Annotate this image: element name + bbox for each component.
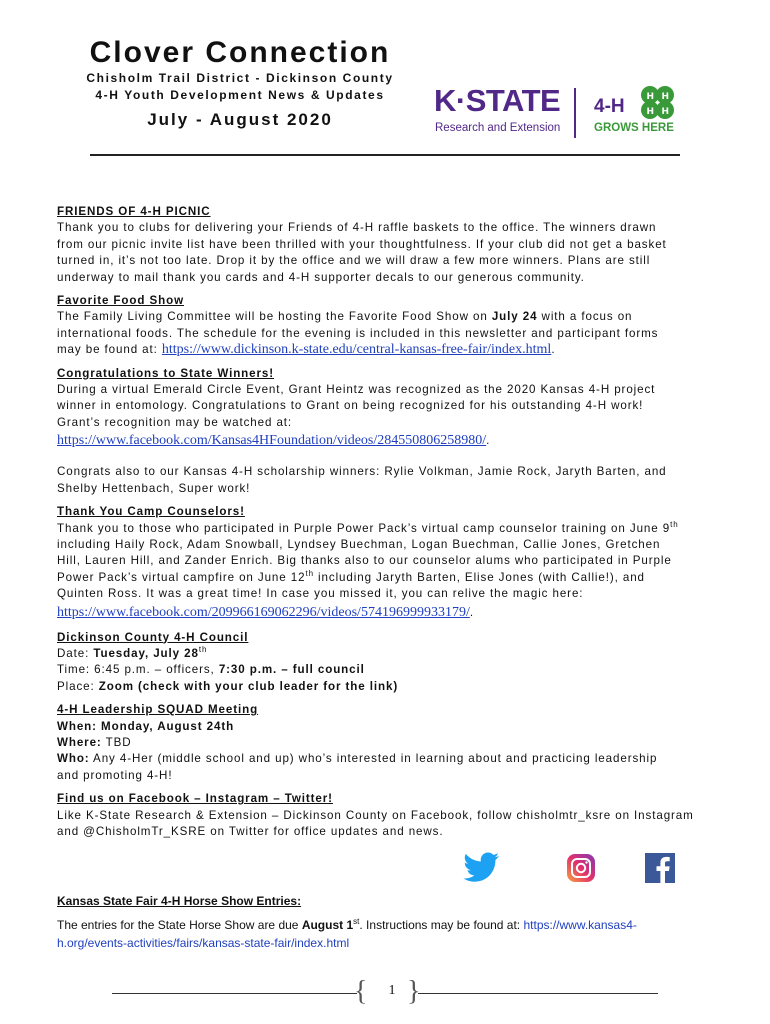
food-line: international foods. The schedule for the evening is included in this newsletter and participant forms [57,326,659,340]
footer-rule-right [418,993,658,994]
squad-who: Who: Any 4-Her (middle school and up) who’s interested in learning about and practicing leadership [57,752,658,766]
horse-show-link-continued[interactable]: h.org/events-activities/fairs/kansas-state-fair/index.html [57,936,350,950]
squad-who-line2: and promoting 4-H! [57,768,173,782]
social-line: Like K-State Research & Extension – Dickinson County on Facebook, follow chisholmtr_ksre on Instagram [57,808,694,822]
social-heading: Find us on Facebook – Instagram – Twitter! [57,792,333,806]
kstate-wordmark: K·STATE [434,83,561,118]
svg-text:H: H [646,92,655,102]
squad-where: Where: TBD [57,735,132,749]
friends-line: Thank you to clubs for delivering your Friends of 4-H raffle baskets to the office. The winners drawn [57,221,657,235]
subtitle-line: 4-H Youth Development News & Updates [95,88,385,102]
svg-text:H: H [646,107,655,117]
winners-line: winner in entomology. Congratulations to Grant on being recognized for his outstanding 4-H work! [57,399,644,413]
kstate-4h-logo [434,84,684,144]
campfire-video-link[interactable]: https://www.facebook.com/209966169062296/videos/574196999933179/ [57,604,470,620]
winners-line: During a virtual Emerald Circle Event, Grant Heintz was recognized as the 2020 Kansas 4-H project [57,383,656,397]
friends-line: from our picnic invite list have been thrilled with your thoughtfulness. If your club did not get a basket [57,237,667,251]
food-line: may be found at: https://www.dickinson.k-state.edu/central-kansas-free-fair/index.html. [57,342,556,358]
council-place: Place: Zoom (check with your club leader for the link) [57,679,399,693]
instagram-icon[interactable] [566,852,596,884]
logo-divider [574,88,576,138]
squad-when: When: Monday, August 24th [57,719,235,733]
header-divider [90,154,680,156]
scholarship-line: Congrats also to our Kansas 4-H scholarship winners: Rylie Volkman, Jamie Rock, Jaryth Barten, and [57,465,667,479]
newsletter-body: FRIENDS OF 4-H PICNIC Thank you to clubs for delivering your Friends of 4-H raffle baskets to the office. The winners drawn from our picnic invite list have been thrilled with your thoughtfulness. If your club did not get a basket turned in, it’s not too late. Drop it by the office and we will draw a few more winners. Plans are still underway to mail thank you cards and 4-H supporter decals to our generous community. Favorite Food Show The Family Living Committee will be hosting the Favorite Food Show on July 24 with a focus on international foods. The schedule for the evening is included in this newsletter and participant forms may be found at: https://www.dickinson.k-state.edu/central-kansas-free-fair/index.html. Congratulations to State Winners! During a virtual Emerald Circle Event, Grant Heintz was recognized as the 2020 Kansas 4-H project winner in entomology. Congratulations to Grant on being recognized for his outstanding 4-H work! Grant’s recognition may be watched at: https://www.facebook.com/Kansas4HFoundation/videos/284550806258980/. Congrats also to our Kansas 4-H scholarship winners: Rylie Volkman, Jamie Rock, Jaryth Barten, and Shelby Hettenbach, Super work! Thank You Camp Counselors! Thank you to those who participated in Purple Power Pack’s virtual camp counselor training on June 9th including Haily Rock, Adam Snowball, Lyndsey Buechman, Logan Buechman, Callie Jones, Gretchen Hill, Lauren Hill, and Zander Enrich. Big thanks also to our counselor alums who participated in Purple Power Pack’s virtual campfire on June 12th including Jaryth Barten, Elise Jones (with Callie!), and Quinten Ross. It was a great time! In case you missed it, you can relive the magic here: https://www.facebook.com/209966169062296/videos/574196999933179/. Dickinson County 4-H Council Date: Tuesday, July 28th Time: 6:45 p.m. – officers, 7:30 p.m. – full council Place: Zoom (check with your club leader for the link) 4-H Leadership SQUAD Meeting When: Monday, August 24th Where: TBD Who: Any 4-Her (middle school and up) who’s interested in learning about and practicing leadership and promoting 4-H! Find us on Facebook – Instagram – Twitter! Like K-State Research & Extension – Dickinson County on Facebook, follow chisholmtr_ksre on Instagram and @ChisholmTr_KSRE on Twitter for office updates and news. [57,204,727,840]
grows-here-text: GROWS HERE [594,122,674,134]
friends-heading: FRIENDS OF 4-H PICNIC [57,205,211,218]
counselors-line: including Haily Rock, Adam Snowball, Lyndsey Buechman, Logan Buechman, Callie Jones, Gretchen [57,537,661,551]
counselors-line: Quinten Ross. It was a great time! In case you missed it, you can relive the magic here: [57,587,584,601]
4h-wordmark: 4-H [594,96,625,117]
friends-line: turned in, it’s not too late. Drop it by the office and we will draw a few more winners. Plans are still [57,254,651,268]
counselors-line: Thank you to those who participated in Purple Power Pack’s virtual camp counselor training on June 9th [57,519,679,535]
horse-show-section [57,892,727,952]
issue-dates: July - August 2020 [147,110,333,129]
footer-rule-left [112,993,357,994]
council-time: Time: 6:45 p.m. – officers, 7:30 p.m. – full council [57,663,365,677]
counselors-line: Hill, Lauren Hill, and Zander Enrich. Big thanks also to our counselor alums who participated in Purple [57,554,672,568]
footer-brace-left: { [354,976,368,1007]
council-heading: Dickinson County 4-H Council [57,630,249,644]
state-winners-heading: Congratulations to State Winners! [57,366,275,380]
district-line: Chisholm Trail District - Dickinson County [86,71,394,85]
clover-icon [634,84,680,124]
page-number: 1 [388,983,396,998]
squad-heading: 4-H Leadership SQUAD Meeting [57,703,259,717]
horse-show-link[interactable]: https://www.kansas4- [523,918,637,932]
twitter-icon[interactable] [463,852,501,886]
winners-line: Grant’s recognition may be watched at: [57,415,293,429]
svg-text:H: H [661,92,670,102]
grant-video-link[interactable]: https://www.facebook.com/Kansas4HFoundation/videos/284550806258980/ [57,433,487,449]
counselors-line: Power Pack’s virtual campfire on June 12th including Jaryth Barten, Elise Jones (with Callie!), and [57,568,645,584]
food-show-link[interactable]: https://www.dickinson.k-state.edu/central-kansas-free-fair/index.html [161,342,552,358]
camp-counselors-heading: Thank You Camp Counselors! [57,505,245,519]
footer-brace-right: } [407,976,421,1007]
newsletter-title: Clover Connection [89,36,391,69]
food-line: The Family Living Committee will be hosting the Favorite Food Show on July 24 with a focus on [57,310,633,324]
friends-line: underway to mail thank you cards and 4-H supporter decals to our generous community. [57,270,585,284]
facebook-icon[interactable] [645,852,675,884]
horse-show-line: The entries for the State Horse Show are due August 1st. Instructions may be found at: https://www.kansas4- [57,917,637,932]
scholarship-line: Shelby Hettenbach, Super work! [57,481,251,495]
horse-show-heading: Kansas State Fair 4-H Horse Show Entries: [57,894,302,908]
food-show-heading: Favorite Food Show [57,294,184,308]
svg-text:H: H [661,107,670,117]
social-line: and @ChisholmTr_KSRE on Twitter for office updates and news. [57,825,444,838]
council-date: Date: Tuesday, July 28th [57,645,208,660]
masthead [60,36,420,130]
research-extension-text: Research and Extension [435,122,561,134]
